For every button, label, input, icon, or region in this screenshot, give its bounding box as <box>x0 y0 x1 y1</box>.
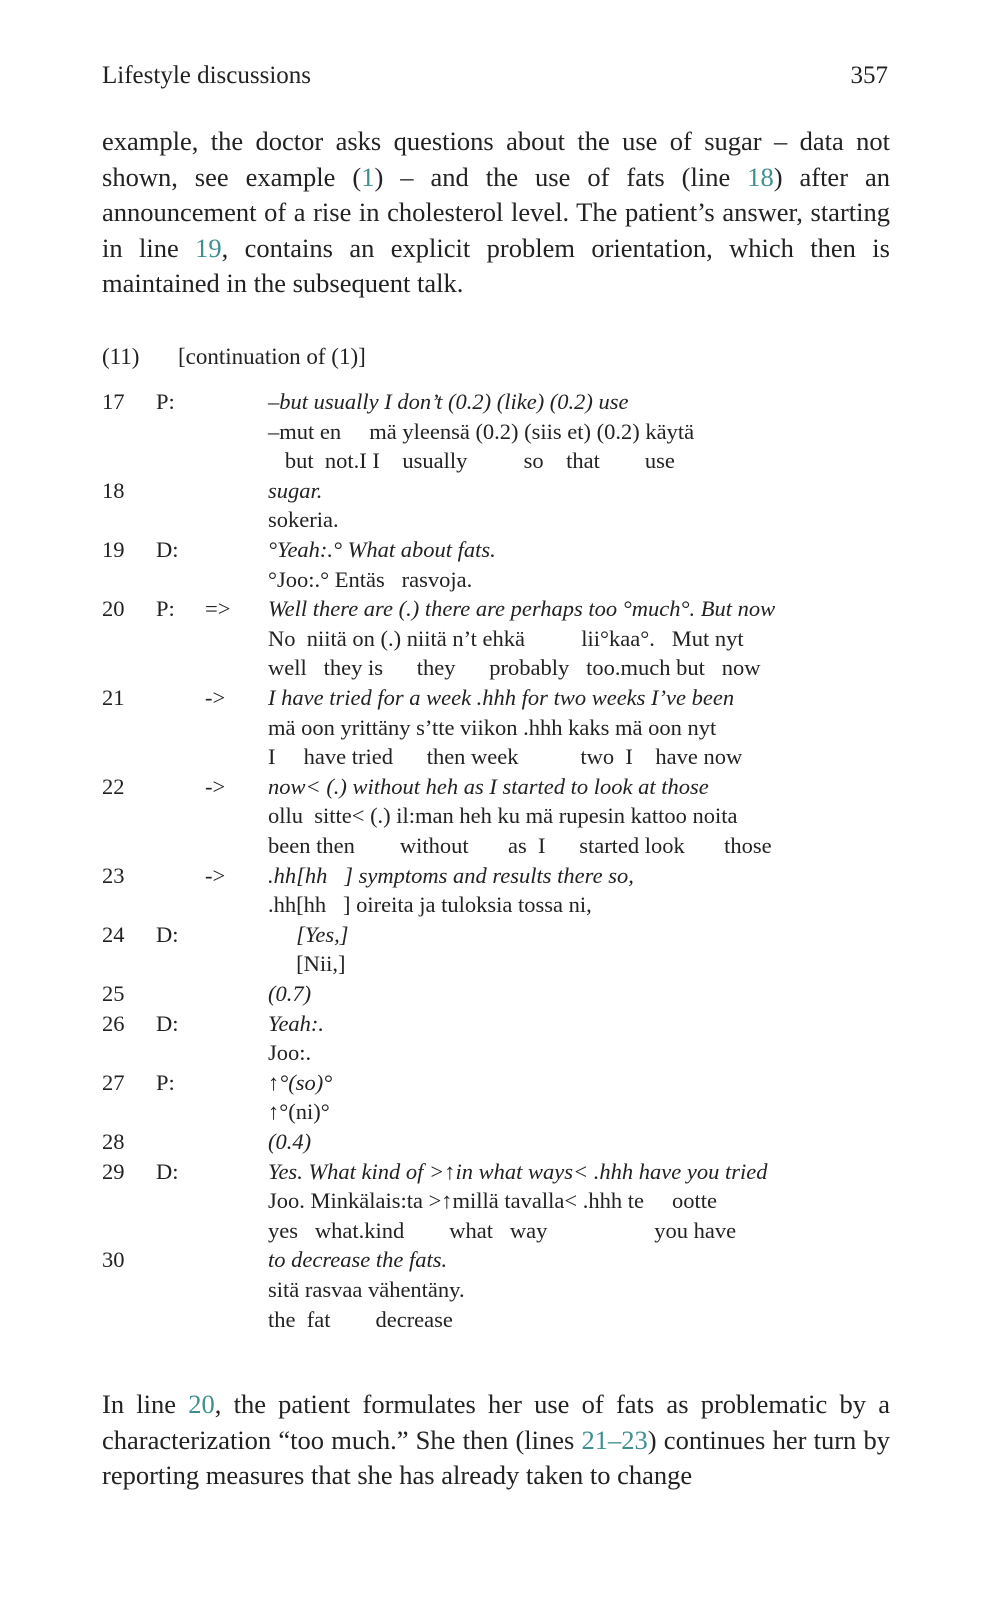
utterance-text: yes what.kind what way you have <box>268 1217 737 1243</box>
line-number: 24 <box>102 921 125 947</box>
utterance-text: now< (.) without heh as I started to look at those <box>268 773 709 799</box>
transcript-line <box>0 1099 988 1129</box>
line-number: 22 <box>102 773 125 799</box>
line-number: 25 <box>102 981 125 1006</box>
transcript-line <box>0 892 988 922</box>
utterance-text: well they is they probably too.much but now <box>268 655 761 681</box>
transcript-line <box>0 507 988 537</box>
running-title: Lifestyle discussions <box>102 62 312 89</box>
paragraph-text: ) continues her turn by reporting measures that she has already taken to change <box>102 1424 890 1490</box>
utterance-text: (0.7) <box>268 981 312 1006</box>
transcript-line <box>0 1040 988 1070</box>
arrow-marker: -> <box>205 685 226 710</box>
speaker-label: D: <box>156 1158 179 1184</box>
speaker-label: P: <box>156 1069 175 1095</box>
paragraph-text: In line <box>102 1389 189 1419</box>
utterance-text: .hh[hh ] oireita ja tuloksia tossa ni, <box>268 892 592 918</box>
transcript-line <box>0 596 988 626</box>
line-number: 17 <box>102 389 125 414</box>
utterance-text: Well there are (.) there are perhaps too °much°. But now <box>268 596 776 622</box>
utterance-text: been then without as I started look those <box>268 833 772 858</box>
transcript-line <box>0 803 988 833</box>
utterance-text: ↑°(ni)° <box>268 1099 330 1125</box>
transcript-line <box>0 626 988 656</box>
utterance-text: .hh[hh ] symptoms and results there so, <box>268 862 634 888</box>
utterance-text: I have tried then week two I have now <box>268 744 743 770</box>
line-number: 20 <box>102 596 125 622</box>
utterance-text: sitä rasvaa vähentäny. <box>268 1277 465 1302</box>
utterance-text: Yes. What kind of >↑in what ways< .hhh have you tried <box>268 1158 768 1184</box>
utterance-text: No niitä on (.) niitä n’t ehkä lii°kaa°. Mut nyt <box>268 625 744 651</box>
transcript-line <box>0 863 988 893</box>
speaker-label: P: <box>156 596 175 622</box>
transcript-line <box>0 1129 988 1159</box>
page-number: 357 <box>850 62 888 89</box>
utterance-text: Yeah:. <box>268 1010 325 1036</box>
line-number: 19 <box>102 537 125 562</box>
transcript-line <box>0 389 988 419</box>
arrow-marker: -> <box>205 862 226 888</box>
utterance-text: °Yeah:.° What about fats. <box>268 537 496 562</box>
transcript-line <box>0 774 988 804</box>
transcript-line <box>0 981 988 1011</box>
line-number: 18 <box>102 477 125 503</box>
speaker-label: D: <box>156 537 179 562</box>
paragraph-text: ) after an announcement of a rise in cholesterol level. The patient’s answer, starting in line <box>102 161 891 263</box>
speaker-label: P: <box>156 389 175 414</box>
transcript-line <box>0 567 988 597</box>
transcript-line <box>0 1159 988 1189</box>
intro-paragraph <box>102 124 890 302</box>
arrow-marker: => <box>205 596 231 622</box>
utterance-text: ↑°(so)° <box>268 1069 333 1095</box>
utterance-text: [Yes,] <box>268 921 349 947</box>
closing-paragraph <box>102 1387 890 1494</box>
cross-reference-link[interactable]: 21–23 <box>581 1424 648 1455</box>
transcript-line <box>0 1070 988 1100</box>
transcript-line <box>0 1277 988 1307</box>
utterance-text: I have tried for a week .hhh for two weeks I’ve been <box>268 685 735 710</box>
transcript-line <box>0 1307 988 1337</box>
utterance-text: Joo:. <box>268 1040 312 1066</box>
example-number: (11) <box>102 344 140 369</box>
line-number: 26 <box>102 1010 125 1036</box>
cross-reference-link[interactable]: 18 <box>747 161 774 192</box>
utterance-text: sugar. <box>268 477 323 503</box>
transcript-line <box>0 1218 988 1248</box>
transcript-line <box>0 922 988 952</box>
cross-reference-link[interactable]: 19 <box>195 232 222 263</box>
cross-reference-link[interactable]: 20 <box>188 1389 215 1419</box>
paragraph-text: ) – and the use of fats (line <box>374 161 748 192</box>
paragraph-text: , the patient formulates her use of fats as problematic by a characterization “too much.” She then (lines <box>102 1389 890 1455</box>
utterance-text: but not.I I usually so that use <box>268 448 675 474</box>
utterance-text: [Nii,] <box>268 951 346 977</box>
paragraph-text: example, the doctor asks questions about the use of sugar – data not shown, see example ( <box>102 126 890 192</box>
transcript-line <box>0 685 988 715</box>
example-caption: [continuation of (1)] <box>178 344 366 369</box>
speaker-label: D: <box>156 1010 179 1036</box>
transcript-line <box>0 448 988 478</box>
transcript-line <box>0 478 988 508</box>
transcript-line <box>0 1188 988 1218</box>
arrow-marker: -> <box>205 773 226 799</box>
speaker-label: D: <box>156 921 179 947</box>
line-number: 21 <box>102 685 125 710</box>
transcript-line <box>0 833 988 863</box>
utterance-text: –but usually I don’t (0.2) (like) (0.2) use <box>268 389 629 414</box>
transcript-line <box>0 744 988 774</box>
transcript-line <box>0 715 988 745</box>
utterance-text: –mut en mä yleensä (0.2) (siis et) (0.2) käytä <box>268 418 695 444</box>
cross-reference-link[interactable]: 1 <box>361 161 375 192</box>
transcript-line <box>0 1247 988 1277</box>
line-number: 23 <box>102 862 125 888</box>
transcript-line <box>0 419 988 449</box>
transcript-line <box>0 537 988 567</box>
transcript-line <box>0 655 988 685</box>
utterance-text: ollu sitte< (.) il:man heh ku mä rupesin kattoo noita <box>268 803 738 829</box>
transcript-line <box>0 1011 988 1041</box>
paragraph-text: , contains an explicit problem orientation, which then is maintained in the subsequent talk. <box>102 232 890 298</box>
utterance-text: to decrease the fats. <box>268 1247 448 1273</box>
line-number: 29 <box>102 1158 125 1184</box>
utterance-text: the fat decrease <box>268 1306 453 1332</box>
line-number: 30 <box>102 1247 125 1273</box>
utterance-text: (0.4) <box>268 1129 312 1154</box>
utterance-text: Joo. Minkälais:ta >↑millä tavalla< .hhh te ootte <box>268 1188 718 1214</box>
utterance-text: °Joo:.° Entäs rasvoja. <box>268 566 473 592</box>
utterance-text: sokeria. <box>268 507 339 533</box>
utterance-text: mä oon yrittäny s’tte viikon .hhh kaks mä oon nyt <box>268 714 717 740</box>
line-number: 28 <box>102 1129 125 1154</box>
transcript-line <box>0 951 988 981</box>
line-number: 27 <box>102 1069 125 1095</box>
